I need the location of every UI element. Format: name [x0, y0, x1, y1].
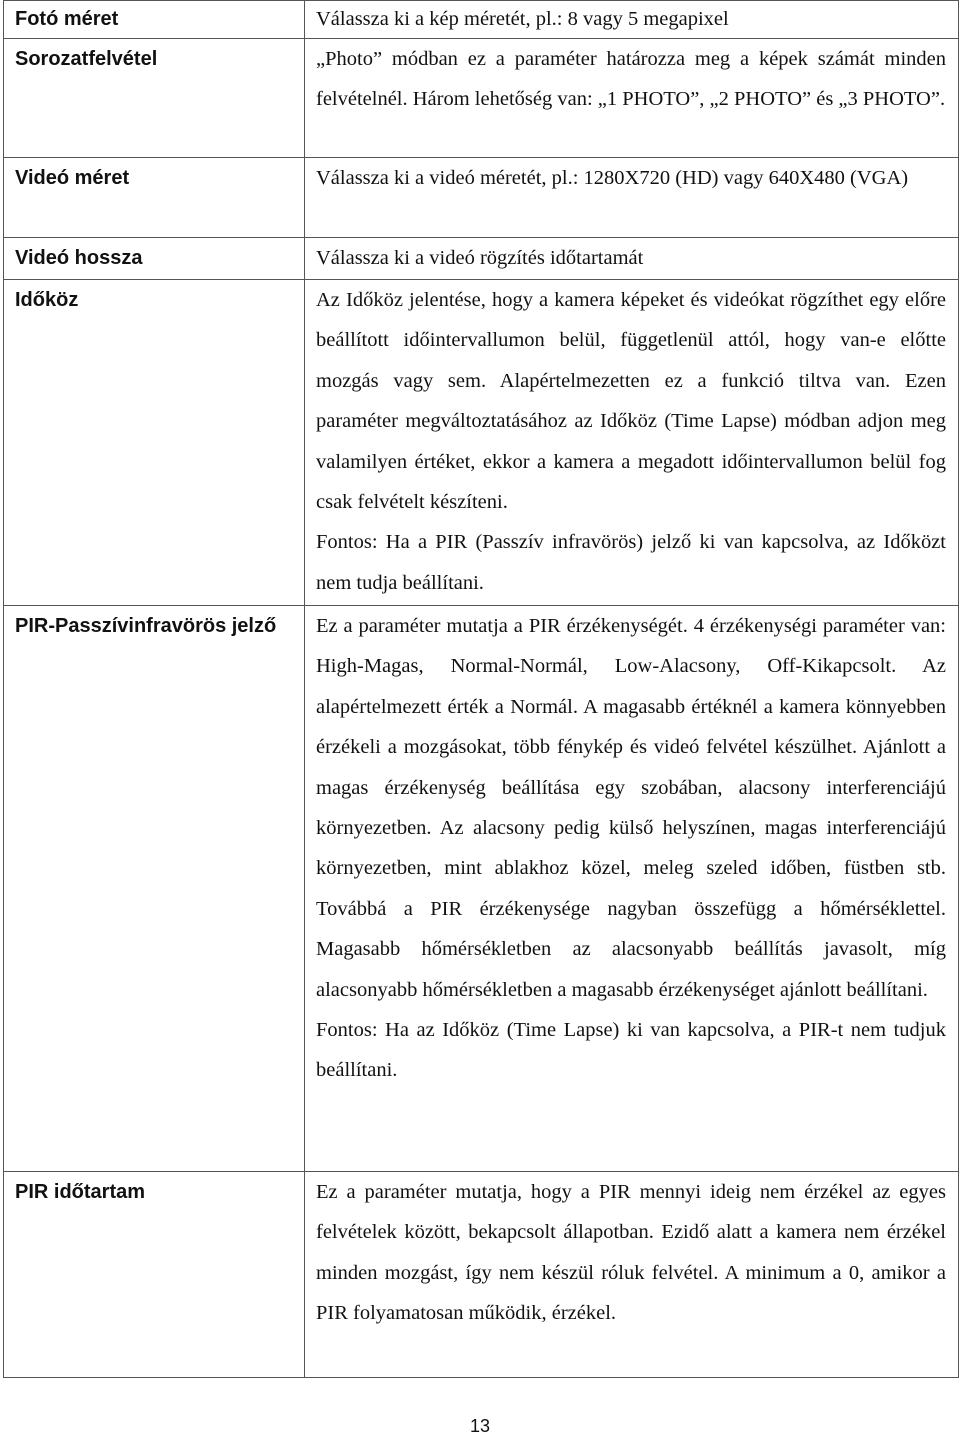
setting-label: PIR időtartam [4, 1172, 305, 1378]
table-row [4, 238, 959, 280]
setting-description [305, 238, 959, 280]
description-paragraph: Válassza ki a videó rögzítés időtartamát [316, 247, 644, 269]
table-row [4, 1172, 959, 1378]
description-paragraph: Az Időköz jelentése, hogy a kamera képeket és videókat rögzíthet egy előre beállított időintervallumon belül, függetlenül attól, hogy van-e előtte mozgás vagy sem. Alapértelmezetten ez a funkció tiltva van. Ezen paraméter megváltoztatásához az Időköz (Time Lapse) módban adjon meg valamilyen értéket, ekkor a kamera a megadott időintervallumon belül fog csak felvételt készíteni. [316, 289, 946, 514]
setting-label: Videó hossza [4, 238, 305, 280]
setting-description [305, 606, 959, 1172]
description-paragraph: Ez a paraméter mutatja a PIR érzékenységét. 4 érzékenységi paraméter van: High-Magas, Normal-Normál, Low-Alacsony, Off-Kikapcsolt. Az alapértelmezett érték a Normál. A magasabb értéknél a kamera könnyebben érzékeli a mozgásokat, több fénykép és videó felvétel készülhet. Ajánlott a magas érzékenység beállítása egy szobában, alacsony interferenciájú környezetben. Az alacsony pedig külső helyszínen, magas interferenciájú környezetben, mint ablakhoz közel, meleg szeled időben, füstben stb. Továbbá a PIR érzékenysége nagyban összefügg a hőmérséklettel. Magasabb hőmérsékletben az alacsonyabb beállítás javasolt, míg alacsonyabb hőmérsékletben a magasabb érzékenységet ajánlott beállítani. [316, 615, 946, 1001]
settings-table [3, 0, 959, 1378]
setting-description [305, 158, 959, 238]
setting-label: PIR-Passzívinfravörös jelző [4, 606, 305, 1172]
setting-description [305, 39, 959, 158]
table-row [4, 158, 959, 238]
page-number: 13 [469, 1416, 491, 1436]
setting-description [305, 1172, 959, 1378]
table-row [4, 39, 959, 158]
setting-label: Fotó méret [4, 1, 305, 39]
table-row [4, 606, 959, 1172]
setting-label: Sorozatfelvétel [4, 39, 305, 158]
setting-description [305, 1, 959, 39]
description-paragraph: „Photo” módban ez a paraméter határozza meg a képek számát minden felvételnél. Három lehetőség van: „1 PHOTO”, „2 PHOTO” és „3 PHOTO”. [316, 48, 946, 111]
setting-label: Időköz [4, 280, 305, 606]
table-row [4, 280, 959, 606]
table-row [4, 1, 959, 39]
setting-description [305, 280, 959, 606]
description-note: Fontos: Ha a PIR (Passzív infravörös) jelző ki van kapcsolva, az Időközt nem tudja beállítani. [316, 531, 946, 594]
description-paragraph: Ez a paraméter mutatja, hogy a PIR mennyi ideig nem érzékel az egyes felvételek között, bekapcsolt állapotban. Ezidő alatt a kamera nem érzékel minden mozgást, így nem készül róluk felvétel. A minimum a 0, amikor a PIR folyamatosan működik, érzékel. [316, 1181, 946, 1325]
description-paragraph: Válassza ki a kép méretét, pl.: 8 vagy 5 megapixel [316, 8, 729, 30]
setting-label: Videó méret [4, 158, 305, 238]
description-note: Fontos: Ha az Időköz (Time Lapse) ki van kapcsolva, a PIR-t nem tudjuk beállítani. [316, 1019, 946, 1082]
description-paragraph: Válassza ki a videó méretét, pl.: 1280X720 (HD) vagy 640X480 (VGA) [316, 167, 909, 189]
